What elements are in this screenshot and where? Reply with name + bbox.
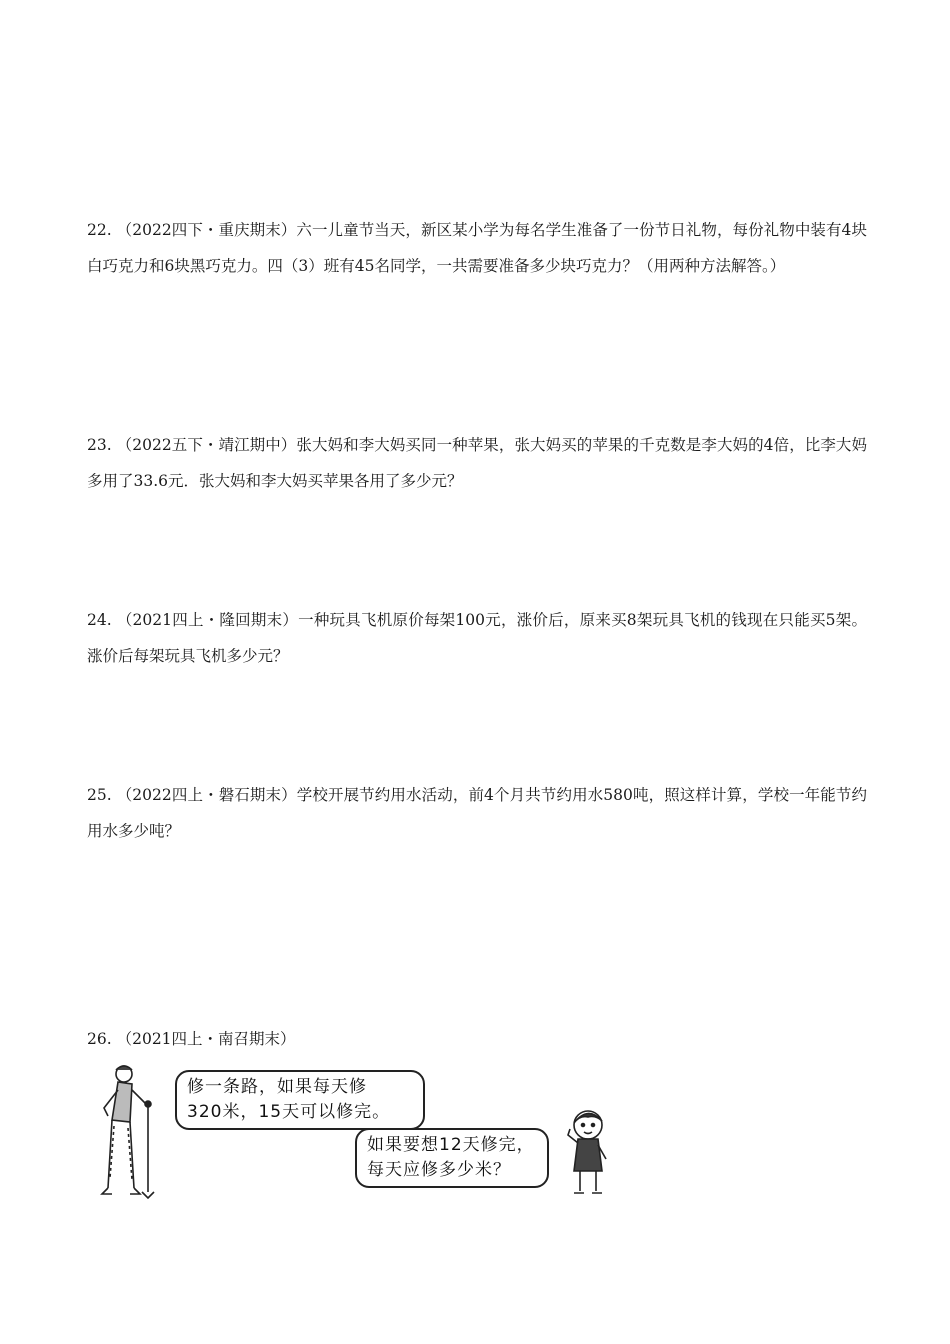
question-source: （2021四上・隆回期末） [116,611,299,629]
question-number: 22. [87,221,112,239]
question-23 [87,427,867,499]
worker-figure [90,1060,170,1200]
child-speech-bubble [355,1128,549,1188]
child-figure [560,1105,620,1200]
question-number: 24. [87,611,112,629]
question-26 [87,1021,867,1057]
bubble-line: 320米，15天可以修完。 [187,1102,391,1122]
question-number: 25. [87,786,112,804]
question-source: （2022五下・靖江期中） [116,436,297,454]
question-text: 张大妈和李大妈买同一种苹果，张大妈买的苹果的千克数是李大妈的4倍，比李大妈多用了33.6元．张大妈和李大妈买苹果各用了多少元？ [87,436,867,490]
question-source: （2022四上・磐石期末） [116,786,297,804]
question-number: 23. [87,436,112,454]
bubble-line: 如果要想12天修完， [367,1135,535,1155]
worker-speech-bubble [175,1070,425,1130]
question-text: 一种玩具飞机原价每架100元，涨价后，原来买8架玩具飞机的钱现在只能买5架。涨价后每架玩具飞机多少元？ [87,611,868,665]
road-illustration [90,1060,620,1205]
question-source: （2022四下・重庆期末） [116,221,297,239]
question-text: 学校开展节约用水活动，前4个月共节约用水580吨，照这样计算，学校一年能节约用水多少吨？ [87,786,868,840]
question-text: 六一儿童节当天，新区某小学为每名学生准备了一份节日礼物，每份礼物中装有4块白巧克力和6块黑巧克力。四（3）班有45名同学，一共需要准备多少块巧克力？（用两种方法解答。） [87,221,867,275]
question-24 [87,602,867,674]
bubble-line: 每天应修多少米？ [367,1160,511,1180]
question-22 [87,212,867,284]
question-source: （2021四上・南召期末） [116,1030,296,1048]
bubble-line: 修一条路，如果每天修 [187,1077,367,1097]
question-number: 26. [87,1030,112,1048]
question-25 [87,777,867,849]
